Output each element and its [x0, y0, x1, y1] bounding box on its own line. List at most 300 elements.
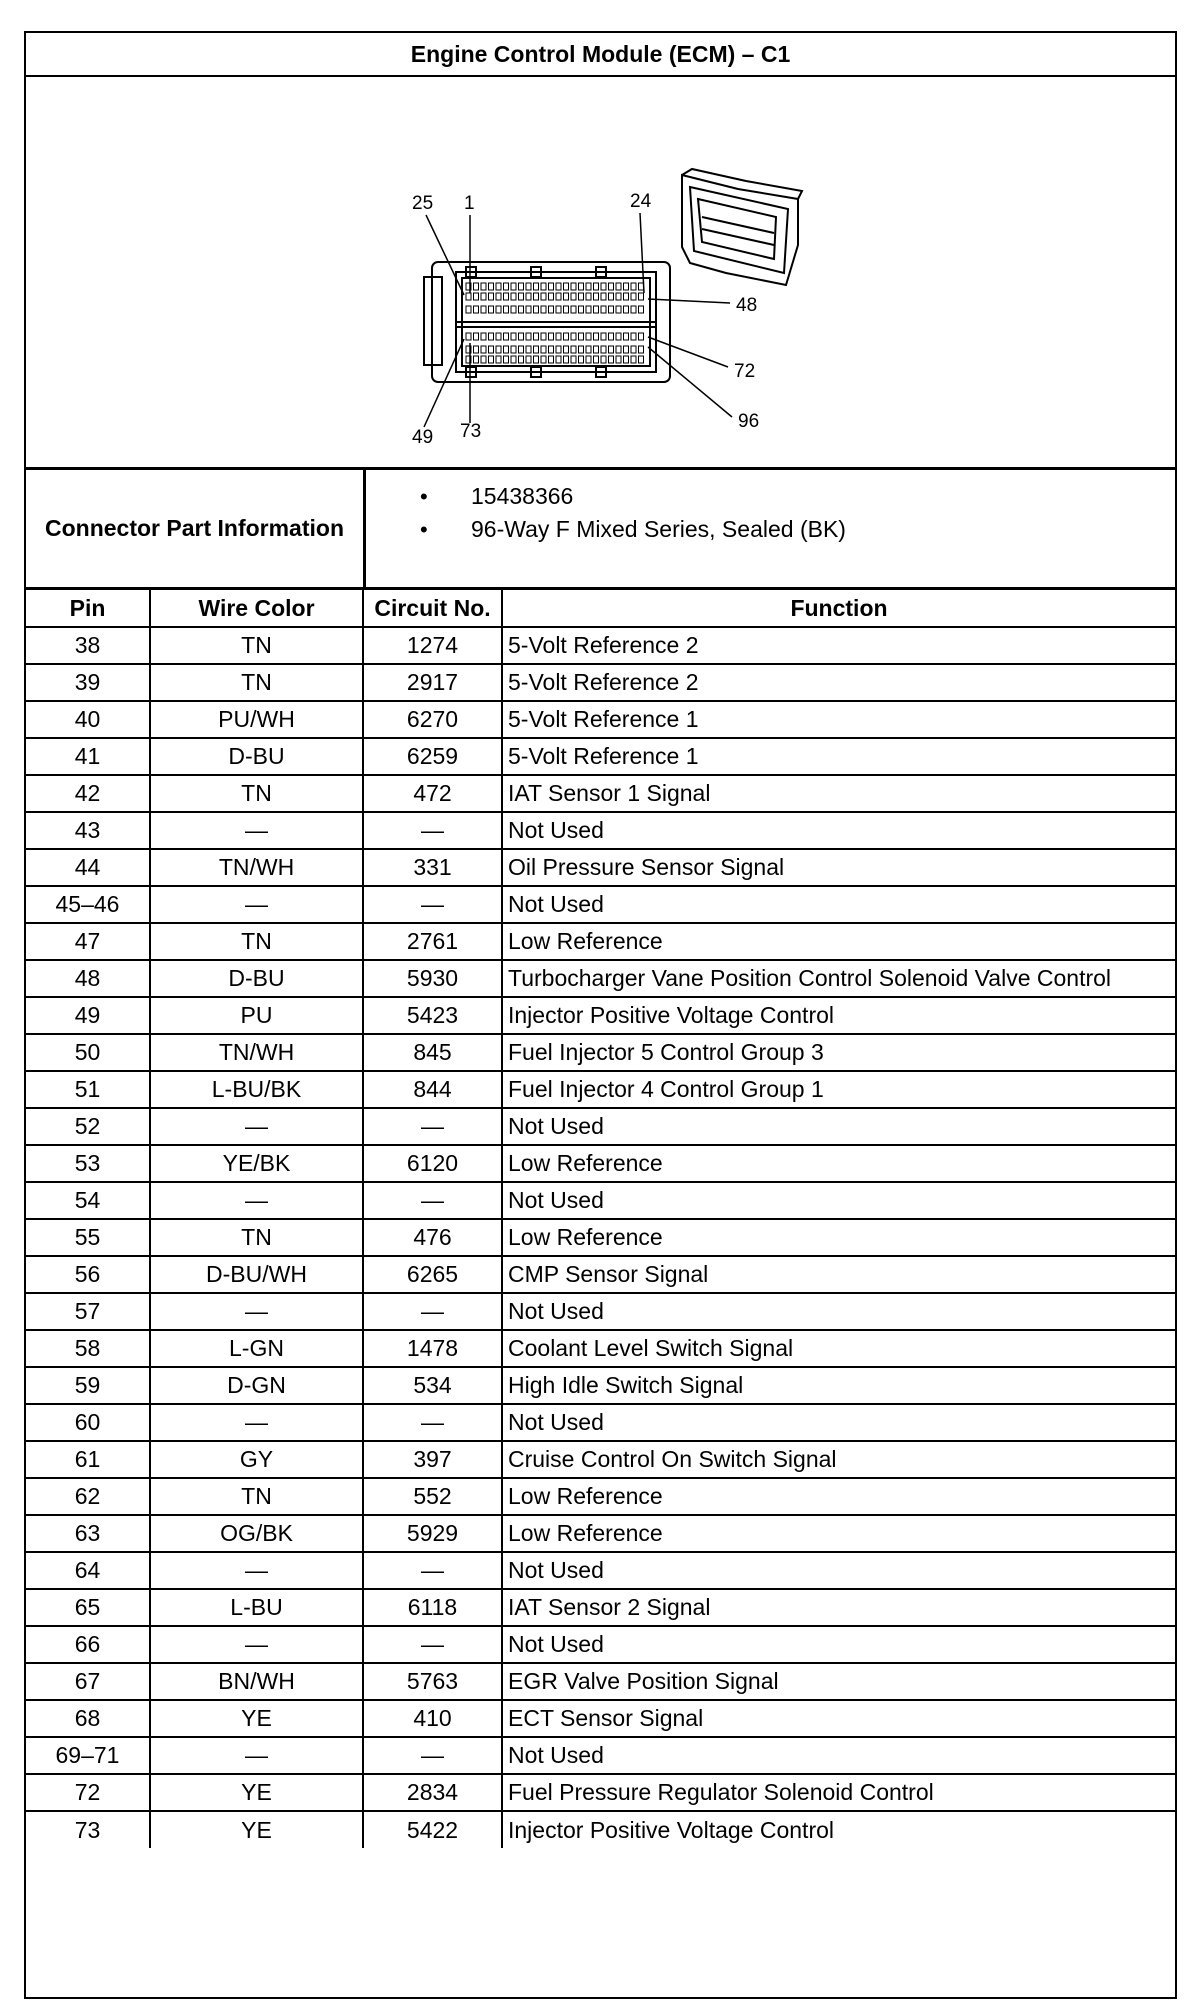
- pin-cavity: [504, 346, 509, 353]
- function-cell: 5-Volt Reference 1: [502, 701, 1175, 738]
- circuit-no-cell: 6118: [363, 1589, 502, 1626]
- circuit-no-cell: —: [363, 1108, 502, 1145]
- sheet-title: Engine Control Module (ECM) – C1: [26, 33, 1175, 77]
- wire-color-cell: BN/WH: [150, 1663, 363, 1700]
- pin-cavity: [571, 333, 576, 340]
- pin-cavity: [609, 356, 614, 363]
- pin-cavity: [489, 346, 494, 353]
- pin-cavity: [556, 356, 561, 363]
- circuit-no-cell: —: [363, 1293, 502, 1330]
- pin-cavity: [541, 333, 546, 340]
- pin-cavity: [624, 293, 629, 300]
- circuit-no-cell: 410: [363, 1700, 502, 1737]
- pin-cavity: [624, 306, 629, 313]
- wire-color-cell: D-BU: [150, 960, 363, 997]
- pin-cell: 61: [26, 1441, 150, 1478]
- function-cell: Oil Pressure Sensor Signal: [502, 849, 1175, 886]
- pin-cavity: [639, 283, 644, 290]
- pin-cavity: [534, 306, 539, 313]
- pin-cell: 44: [26, 849, 150, 886]
- pin-cavity: [549, 283, 554, 290]
- table-row: [26, 1774, 1175, 1811]
- pin-cavity: [489, 293, 494, 300]
- pin-label-1: 1: [464, 193, 475, 214]
- pin-cavity: [601, 346, 606, 353]
- table-row: [26, 1256, 1175, 1293]
- pin-cavity: [496, 356, 501, 363]
- pin-cavity: [616, 333, 621, 340]
- wire-color-cell: TN: [150, 1478, 363, 1515]
- pin-cavity: [609, 333, 614, 340]
- pin-cavity: [579, 283, 584, 290]
- pin-cavity: [571, 283, 576, 290]
- pinout-sheet: [24, 31, 1177, 1999]
- pin-cell: 41: [26, 738, 150, 775]
- pin-label-72: 72: [734, 361, 756, 382]
- pin-cavity: [496, 283, 501, 290]
- pin-cavity: [534, 333, 539, 340]
- pin-cavity: [616, 293, 621, 300]
- header-circuit-no: Circuit No.: [363, 590, 502, 627]
- function-cell: Coolant Level Switch Signal: [502, 1330, 1175, 1367]
- pin-cavity: [631, 306, 636, 313]
- pin-cell: 60: [26, 1404, 150, 1441]
- pin-cavity: [496, 333, 501, 340]
- pin-cavity: [579, 306, 584, 313]
- circuit-no-cell: 844: [363, 1071, 502, 1108]
- table-row: [26, 701, 1175, 738]
- table-row: [26, 1552, 1175, 1589]
- function-cell: Injector Positive Voltage Control: [502, 1811, 1175, 1848]
- pin-cavity: [474, 293, 479, 300]
- pin-cavity: [511, 293, 516, 300]
- pin-cavity: [639, 333, 644, 340]
- circuit-no-cell: 6270: [363, 701, 502, 738]
- table-row: [26, 1404, 1175, 1441]
- pin-cavity: [564, 346, 569, 353]
- pin-cavity: [481, 356, 486, 363]
- pin-cavity: [481, 333, 486, 340]
- pin-cavity: [571, 293, 576, 300]
- pin-cavity: [526, 356, 531, 363]
- pin-cell: 53: [26, 1145, 150, 1182]
- pin-cavity: [616, 283, 621, 290]
- pin-cavity: [564, 306, 569, 313]
- table-row: [26, 1700, 1175, 1737]
- circuit-no-cell: 2917: [363, 664, 502, 701]
- pin-cavity: [616, 346, 621, 353]
- pin-cavity: [549, 333, 554, 340]
- pin-cavity: [601, 333, 606, 340]
- function-cell: Low Reference: [502, 1145, 1175, 1182]
- pin-cavity: [519, 293, 524, 300]
- pin-cavity: [609, 283, 614, 290]
- circuit-no-cell: 1478: [363, 1330, 502, 1367]
- pin-cavity: [594, 306, 599, 313]
- table-row: [26, 1145, 1175, 1182]
- pin-cell: 68: [26, 1700, 150, 1737]
- pin-cavity: [586, 293, 591, 300]
- table-row: [26, 1108, 1175, 1145]
- pin-cavity: [519, 346, 524, 353]
- function-cell: Not Used: [502, 1552, 1175, 1589]
- circuit-no-cell: —: [363, 1404, 502, 1441]
- pin-cavity: [609, 306, 614, 313]
- pin-cavity: [571, 346, 576, 353]
- pin-cell: 43: [26, 812, 150, 849]
- wire-color-cell: D-BU: [150, 738, 363, 775]
- function-cell: 5-Volt Reference 1: [502, 738, 1175, 775]
- pin-cavity: [511, 346, 516, 353]
- function-cell: Not Used: [502, 1182, 1175, 1219]
- function-cell: Not Used: [502, 1404, 1175, 1441]
- pin-cell: 67: [26, 1663, 150, 1700]
- pin-cavity: [541, 356, 546, 363]
- pin-cavity: [639, 306, 644, 313]
- pin-cavity: [496, 346, 501, 353]
- pin-cell: 50: [26, 1034, 150, 1071]
- connector-part-info-label: Connector Part Information: [26, 470, 366, 587]
- pin-cavity: [534, 346, 539, 353]
- table-row: [26, 627, 1175, 664]
- function-cell: IAT Sensor 2 Signal: [502, 1589, 1175, 1626]
- wire-color-cell: TN: [150, 775, 363, 812]
- bullet-icon: •: [420, 484, 428, 509]
- pin-cavity: [541, 306, 546, 313]
- pin-cell: 54: [26, 1182, 150, 1219]
- circuit-no-cell: 2761: [363, 923, 502, 960]
- pin-cavity: [474, 306, 479, 313]
- circuit-no-cell: —: [363, 1626, 502, 1663]
- pin-cavity: [489, 306, 494, 313]
- function-cell: ECT Sensor Signal: [502, 1700, 1175, 1737]
- pin-cavity: [639, 346, 644, 353]
- pin-cavity: [579, 293, 584, 300]
- pin-cavity: [564, 283, 569, 290]
- pin-cavity: [511, 333, 516, 340]
- pin-cavity: [466, 333, 471, 340]
- pin-cavity: [594, 356, 599, 363]
- wire-color-cell: TN: [150, 627, 363, 664]
- pin-cavity: [504, 293, 509, 300]
- pin-cavity: [549, 346, 554, 353]
- table-row: [26, 886, 1175, 923]
- pin-cavity: [556, 283, 561, 290]
- pin-cavity: [474, 356, 479, 363]
- function-cell: Not Used: [502, 812, 1175, 849]
- pin-cell: 57: [26, 1293, 150, 1330]
- connector-part-information: [26, 470, 1175, 590]
- wire-color-cell: —: [150, 1737, 363, 1774]
- pin-cavity: [519, 356, 524, 363]
- function-cell: Not Used: [502, 1108, 1175, 1145]
- pin-cavity: [631, 346, 636, 353]
- pin-cavity: [594, 293, 599, 300]
- circuit-no-cell: —: [363, 1552, 502, 1589]
- function-cell: High Idle Switch Signal: [502, 1367, 1175, 1404]
- pin-cavity: [526, 283, 531, 290]
- header-function: Function: [502, 590, 1175, 627]
- connector-description: [366, 513, 1175, 546]
- pin-cavity: [616, 356, 621, 363]
- circuit-no-cell: 6120: [363, 1145, 502, 1182]
- part-number-text: 15438366: [471, 483, 574, 509]
- pin-cavity: [489, 333, 494, 340]
- wire-color-cell: L-BU/BK: [150, 1071, 363, 1108]
- circuit-no-cell: 472: [363, 775, 502, 812]
- table-row: [26, 1811, 1175, 1848]
- pin-cell: 47: [26, 923, 150, 960]
- circuit-no-cell: 2834: [363, 1774, 502, 1811]
- pin-cavity: [481, 346, 486, 353]
- function-cell: Low Reference: [502, 1515, 1175, 1552]
- table-row: [26, 960, 1175, 997]
- function-cell: Not Used: [502, 1737, 1175, 1774]
- pin-cavity: [586, 306, 591, 313]
- pin-cell: 42: [26, 775, 150, 812]
- circuit-no-cell: 845: [363, 1034, 502, 1071]
- pin-cavity: [586, 333, 591, 340]
- pin-label-73: 73: [460, 421, 482, 442]
- function-cell: 5-Volt Reference 2: [502, 664, 1175, 701]
- wire-color-cell: —: [150, 1552, 363, 1589]
- function-cell: Injector Positive Voltage Control: [502, 997, 1175, 1034]
- pin-cell: 58: [26, 1330, 150, 1367]
- pin-cavity: [564, 333, 569, 340]
- pin-cavity: [586, 346, 591, 353]
- circuit-no-cell: 1274: [363, 627, 502, 664]
- function-cell: Low Reference: [502, 1478, 1175, 1515]
- pin-cell: 39: [26, 664, 150, 701]
- pin-cavity: [624, 346, 629, 353]
- pin-cavity: [549, 356, 554, 363]
- table-row: [26, 1071, 1175, 1108]
- wire-color-cell: YE: [150, 1774, 363, 1811]
- pin-cell: 56: [26, 1256, 150, 1293]
- pin-cavity: [609, 293, 614, 300]
- pin-cell: 48: [26, 960, 150, 997]
- pin-cell: 51: [26, 1071, 150, 1108]
- circuit-no-cell: 5423: [363, 997, 502, 1034]
- pin-cavity: [594, 333, 599, 340]
- pinout-header-row: [26, 590, 1175, 627]
- pin-cavity: [541, 283, 546, 290]
- pin-cavity: [526, 333, 531, 340]
- pin-cavity: [556, 346, 561, 353]
- table-row: [26, 1330, 1175, 1367]
- wire-color-cell: PU: [150, 997, 363, 1034]
- function-cell: Cruise Control On Switch Signal: [502, 1441, 1175, 1478]
- pin-cell: 55: [26, 1219, 150, 1256]
- pin-cavity: [556, 306, 561, 313]
- function-cell: Not Used: [502, 1626, 1175, 1663]
- connector-diagram: [26, 77, 1175, 470]
- pin-cell: 72: [26, 1774, 150, 1811]
- pin-cavity: [526, 293, 531, 300]
- table-row: [26, 1589, 1175, 1626]
- pin-cell: 59: [26, 1367, 150, 1404]
- pin-cavity: [564, 293, 569, 300]
- function-cell: Fuel Injector 5 Control Group 3: [502, 1034, 1175, 1071]
- circuit-no-cell: —: [363, 886, 502, 923]
- pin-cell: 69–71: [26, 1737, 150, 1774]
- circuit-no-cell: 5929: [363, 1515, 502, 1552]
- function-cell: Not Used: [502, 1293, 1175, 1330]
- pin-label-49: 49: [412, 427, 434, 448]
- pin-cavity: [601, 293, 606, 300]
- pin-cell: 63: [26, 1515, 150, 1552]
- pin-cavity: [481, 283, 486, 290]
- wire-color-cell: —: [150, 1293, 363, 1330]
- table-row: [26, 1367, 1175, 1404]
- wire-color-cell: YE/BK: [150, 1145, 363, 1182]
- circuit-no-cell: 331: [363, 849, 502, 886]
- pin-label-96: 96: [738, 411, 760, 432]
- pin-cell: 52: [26, 1108, 150, 1145]
- pin-cavity: [609, 346, 614, 353]
- circuit-no-cell: 397: [363, 1441, 502, 1478]
- wire-color-cell: TN: [150, 1219, 363, 1256]
- function-cell: Turbocharger Vane Position Control Solenoid Valve Control: [502, 960, 1175, 997]
- pin-label-25: 25: [412, 193, 434, 214]
- pin-cavity: [474, 346, 479, 353]
- pin-cavity: [556, 293, 561, 300]
- pin-cavity: [639, 293, 644, 300]
- pin-label-24: 24: [630, 191, 652, 212]
- connector-part-number: [366, 480, 1175, 513]
- wire-color-cell: —: [150, 1404, 363, 1441]
- pin-cavity: [624, 283, 629, 290]
- function-cell: Fuel Injector 4 Control Group 1: [502, 1071, 1175, 1108]
- table-row: [26, 1663, 1175, 1700]
- function-cell: Low Reference: [502, 1219, 1175, 1256]
- pin-cavity: [601, 356, 606, 363]
- pin-cavity: [504, 356, 509, 363]
- pin-cavity: [466, 306, 471, 313]
- wire-color-cell: YE: [150, 1700, 363, 1737]
- wire-color-cell: D-BU/WH: [150, 1256, 363, 1293]
- wire-color-cell: —: [150, 1108, 363, 1145]
- wire-color-cell: —: [150, 812, 363, 849]
- wire-color-cell: TN/WH: [150, 849, 363, 886]
- pin-cavity: [466, 293, 471, 300]
- pin-cavity: [489, 283, 494, 290]
- pin-cavity: [601, 306, 606, 313]
- pin-cavity: [549, 306, 554, 313]
- pin-cavity: [511, 283, 516, 290]
- wire-color-cell: —: [150, 886, 363, 923]
- pinout-table: [26, 590, 1175, 1848]
- pin-cavity: [624, 333, 629, 340]
- pin-cavity: [571, 306, 576, 313]
- table-row: [26, 1626, 1175, 1663]
- table-row: [26, 1478, 1175, 1515]
- wire-color-cell: —: [150, 1182, 363, 1219]
- table-row: [26, 1219, 1175, 1256]
- pin-cavity: [474, 333, 479, 340]
- pin-cavity: [504, 333, 509, 340]
- function-cell: Low Reference: [502, 923, 1175, 960]
- connector-drawing: [26, 77, 1175, 467]
- pin-cavity: [579, 346, 584, 353]
- table-row: [26, 1182, 1175, 1219]
- pin-leader-lines: [424, 213, 732, 427]
- pin-cavity: [481, 306, 486, 313]
- table-row: [26, 738, 1175, 775]
- wire-color-cell: —: [150, 1626, 363, 1663]
- pin-cavity: [631, 356, 636, 363]
- wire-color-cell: D-GN: [150, 1367, 363, 1404]
- wire-color-cell: PU/WH: [150, 701, 363, 738]
- pin-cavity: [564, 356, 569, 363]
- pin-cell: 49: [26, 997, 150, 1034]
- table-row: [26, 1737, 1175, 1774]
- pin-cavity: [639, 356, 644, 363]
- pin-cavity: [534, 293, 539, 300]
- pin-cavity: [594, 346, 599, 353]
- pin-label-48: 48: [736, 295, 758, 316]
- header-pin: Pin: [26, 590, 150, 627]
- function-cell: IAT Sensor 1 Signal: [502, 775, 1175, 812]
- header-wire-color: Wire Color: [150, 590, 363, 627]
- circuit-no-cell: 476: [363, 1219, 502, 1256]
- pin-cavity: [571, 356, 576, 363]
- pin-cavity: [549, 293, 554, 300]
- pin-cavity: [481, 293, 486, 300]
- table-row: [26, 923, 1175, 960]
- pin-cavity: [511, 356, 516, 363]
- pin-cell: 62: [26, 1478, 150, 1515]
- pin-cavity: [594, 283, 599, 290]
- table-row: [26, 775, 1175, 812]
- pin-cavity: [504, 306, 509, 313]
- pin-cavity: [556, 333, 561, 340]
- circuit-no-cell: —: [363, 1182, 502, 1219]
- table-row: [26, 812, 1175, 849]
- pin-cavity: [534, 283, 539, 290]
- pin-cavity: [474, 283, 479, 290]
- pin-cavity: [526, 306, 531, 313]
- pin-cavity: [534, 356, 539, 363]
- connector-part-info-list: [366, 470, 1175, 587]
- pin-cavity: [519, 306, 524, 313]
- pin-cavity: [504, 283, 509, 290]
- pin-cavity: [579, 356, 584, 363]
- table-row: [26, 1293, 1175, 1330]
- pin-cell: 65: [26, 1589, 150, 1626]
- pin-cavity: [519, 333, 524, 340]
- circuit-no-cell: 5422: [363, 1811, 502, 1848]
- pin-cell: 40: [26, 701, 150, 738]
- pinout-rows: [26, 627, 1175, 1848]
- wire-color-cell: L-BU: [150, 1589, 363, 1626]
- pin-cell: 64: [26, 1552, 150, 1589]
- table-row: [26, 664, 1175, 701]
- connector-description-text: 96-Way F Mixed Series, Sealed (BK): [471, 516, 846, 542]
- pin-cavity: [616, 306, 621, 313]
- circuit-no-cell: —: [363, 1737, 502, 1774]
- pin-cavity: [496, 293, 501, 300]
- pin-cavity: [586, 356, 591, 363]
- function-cell: Not Used: [502, 886, 1175, 923]
- pin-cavity: [631, 283, 636, 290]
- pin-cavity: [631, 293, 636, 300]
- bullet-icon: •: [420, 517, 428, 542]
- function-cell: CMP Sensor Signal: [502, 1256, 1175, 1293]
- pin-cavity: [624, 356, 629, 363]
- circuit-no-cell: 534: [363, 1367, 502, 1404]
- wire-color-cell: TN: [150, 923, 363, 960]
